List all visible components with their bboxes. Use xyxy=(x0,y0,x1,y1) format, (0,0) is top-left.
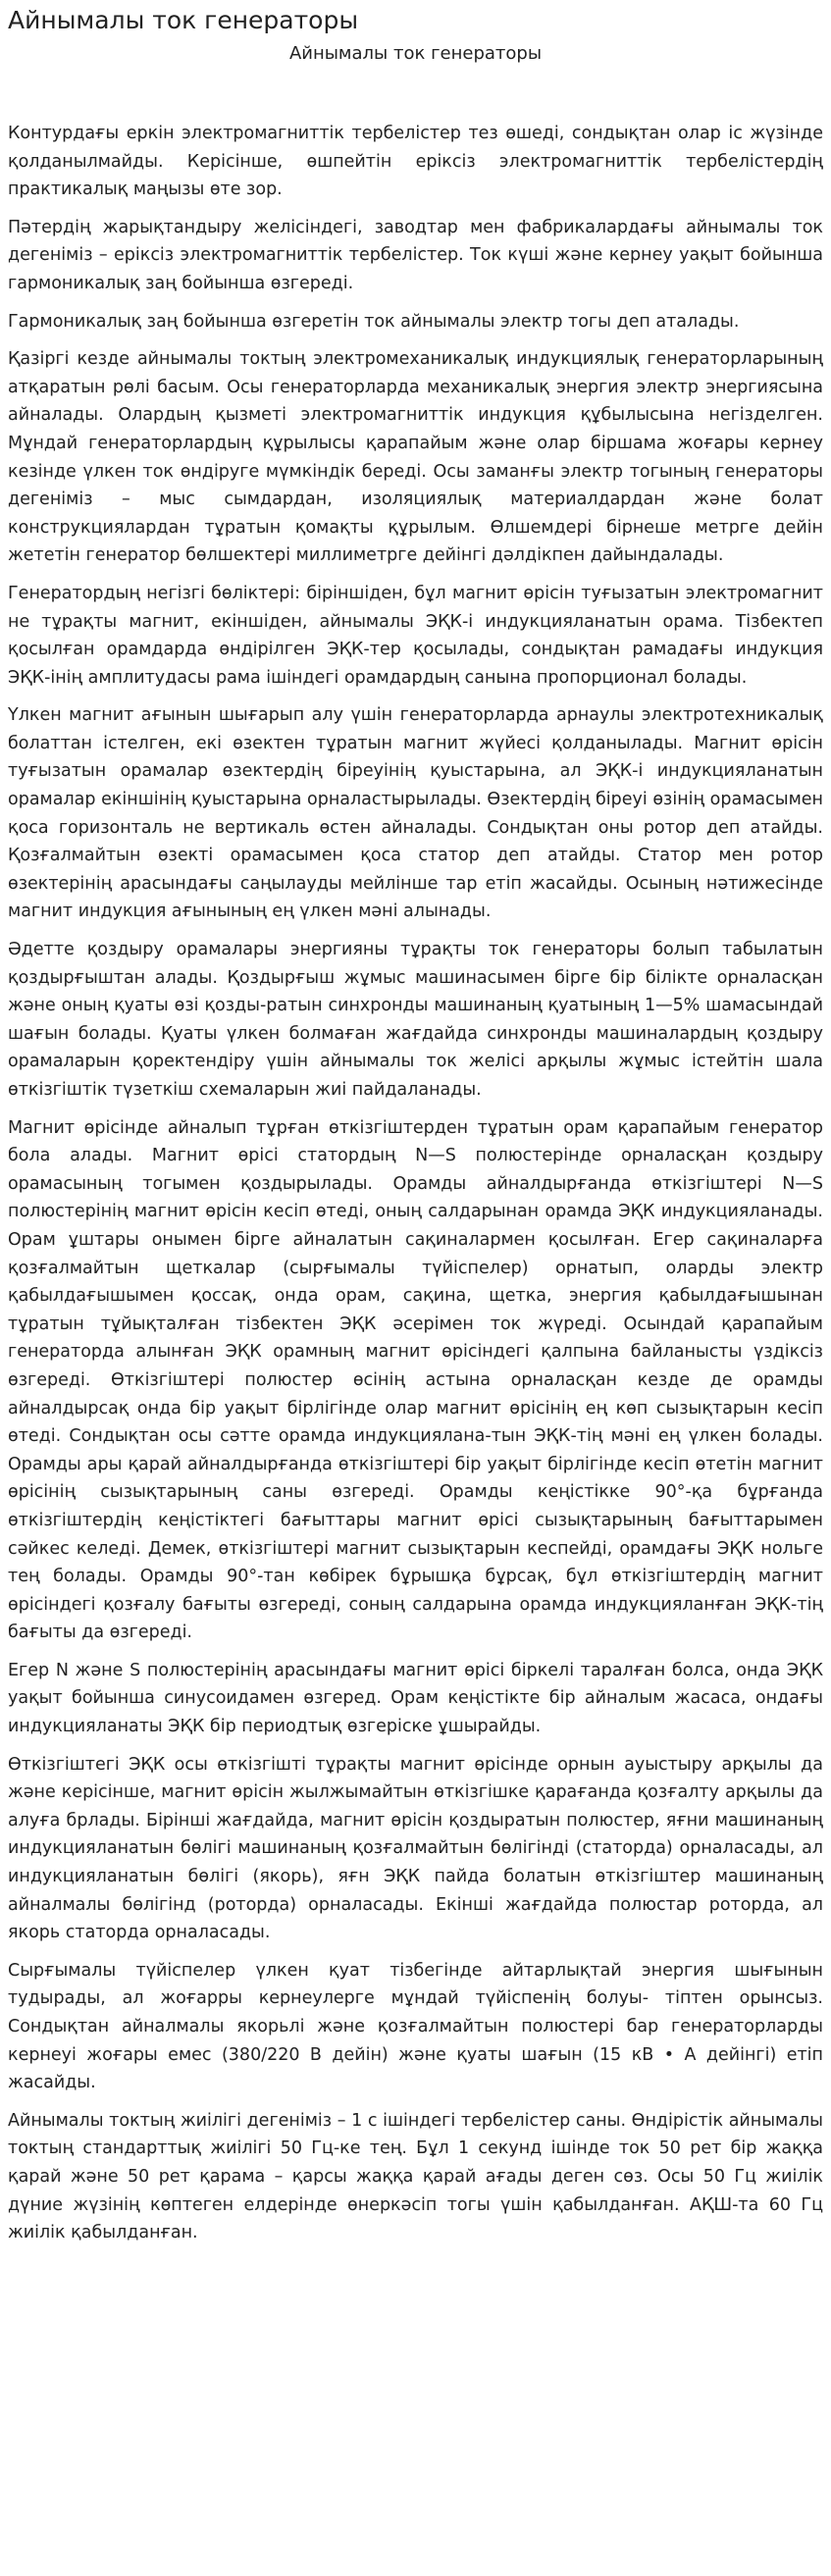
paragraph: Пәтердің жарықтандыру желісіндегі, заводтар мен фабрикалардағы айнымалы ток дегеніміз – еріксіз электромагниттік тербелістер. Ток күші және кернеу уақыт бойынша гармоникалық заң бойынша өзгереді. xyxy=(8,217,823,293)
paragraph: Сырғымалы түйіспелер үлкен қуат тізбегінде айтарлықтай энергия шығынын тудырады, ал жоғарры кернеулерге мұндай түйіспенің болуы- тіптен орынсыз. Сондықтан айналмалы якорьлі және қозғалмайтын полюстері бар генераторларды кернеуі жоғары емес (380/220 В дейін) және қуаты шағын (15 кВ • А дейінгі) етіп жасайды. xyxy=(8,1960,823,2093)
article-body xyxy=(8,120,823,2247)
page-heading: Айнымалы ток генераторы xyxy=(8,6,359,34)
paragraph: Өткізгіштегі ЭҚК осы өткізгішті тұрақты магнит өрісінде орнын ауыстыру арқылы да және керісінше, магнит өрісін жылжымайтын өткізгішке қарағанда қозғалту арқылы да алуға брлады. Бірінші жағдайда, магнит өрісін қоздыратын полюстер, яғни машинаның индукцияланатын бөлігі машинаның қозғалмайтын бөлігінді (статорда) орналасады, ал индукцияланатын бөлігі (якорь), яғн ЭҚК пайда болатын өткізгіштер машинаның айналмалы бөлігінд (роторда) орналасады. Екінші жағдайда полюстар роторда, ал якорь статорда орналасады. xyxy=(8,1754,823,1943)
paragraph: Үлкен магнит ағынын шығарып алу үшін генераторларда арнаулы электротехникалық болаттан істелген, екі өзектен тұратын магнит жүйесі қолданылады. Магнит өрісін туғызатын орамалар өзектердің біреуінің қуыстарына, ал ЭҚК-і индукцияланатын орамалар екіншінің қуыстарына орналастырылады. Өзектердің біреуі өзінің орамасымен қоса горизонталь не вертикаль өстен айналады. Сондықтан оны ротор деп атайды. Қозғалмайтын өзекті орамасымен қоса статор деп атайды. Статор мен ротор өзектерінің арасындағы саңылауды мейлінше тар етіп жасайды. Осының нәтижесінде магнит индукция ағынының ең үлкен мәні алынады. xyxy=(8,705,823,922)
paragraph: Қазіргі кезде айнымалы токтың электромеханикалық индукциялық генераторларының атқаратын рөлі басым. Осы генераторларда механикалық энергия электр энергиясына айналады. Олардың қызметі электромагниттік индукция құбылысына негізделген. Мұндай генераторлардың құрылысы қарапайым және олар біршама жоғары кернеу кезінде үлкен ток өндіруге мүмкіндік береді. Осы заманғы электр тогының генераторы дегеніміз – мыс сымдардан, изоляциялық материалдардан және болат конструкциялардан тұратын қомақты құрылым. Өлшемдері бірнеше метрге дейін жететін генератор бөлшектері миллиметрге дейінгі дәлдікпен дайындалады. xyxy=(8,349,823,566)
paragraph: Генератордың негізгі бөліктері: біріншіден, бұл магнит өрісін туғызатын электромагнит не тұрақты магнит, екіншіден, айнымалы ЭҚК-і индукцияланатын орама. Тізбектеп қосылған орамдарда өндірілген ЭҚК-тер қосылады, сондықтан рамадағы индукция ЭҚК-інің амплитудасы рама ішіндегі орамдардың санына пропорционал болады. xyxy=(8,583,823,688)
paragraph: Контурдағы еркін электромагниттік тербелістер тез өшеді, сондықтан олар іс жүзінде қолданылмайды. Керісінше, өшпейтін еріксіз электромагниттік тербелістердің практикалық маңызы өте зор. xyxy=(8,124,823,200)
paragraph: Әдетте қоздыру орамалары энергияны тұрақты ток генераторы болып табылатын қоздырғыштан алады. Қоздырғыш жұмыс машинасымен бірге бір білікте орналасқан және оның қуаты өзі қозды-ратын синхронды машинаның қуатының 1—5% шамасындай шағын болады. Қуаты үлкен болмаған жағдайда синхронды машиналардың қоздыру орамаларын қоректендіру үшін айнымалы ток желісі арқылы жұмыс істейтін шала өткізгіштік түзеткіш схемаларын жиі пайдаланады. xyxy=(8,940,823,1100)
paragraph: Гармоникалық заң бойынша өзгеретін ток айнымалы электр тогы деп аталады. xyxy=(8,311,740,332)
article-title: Айнымалы ток генераторы xyxy=(288,43,543,64)
paragraph: Магнит өрісінде айналып тұрған өткізгіштерден тұратын орам қарапайым генератор бола алады. Магнит өрісі статордың N—S полюстерінде орналасқан қоздыру орамасының тогымен қоздырылады. Орамды айналдырғанда өткізгіштері N—S полюстерінің магнит өрісін кесіп өтеді, оның салдарынан орамда ЭҚК индукцияланады. Орам ұштары онымен бірге айналатын сақиналармен қосылған. Егер сақиналарға қозғалмайтын щеткалар (сырғымалы түйіспелер) орнатып, оларды электр қабылдағышымен қоссақ, онда орам, сақина, щетка, энергия қабылдағышынан тұратын тұйықталған тізбектен ЭҚК әсерімен ток жүреді. Осындай қарапайым генераторда алынған ЭҚК орамның магнит өрісіндегі қалпына байланысты үздіксіз өзгереді. Өткізгіштері полюстер өсінің астына орналасқан кезде де орамды айналдырсақ онда бір уақыт бірлігінде олар магнит өрісінің ең көп сызықтарын кесіп өтеді. Сондықтан осы сәтте орамда индукциялана-тын ЭҚК-тің мәні ең үлкен болады. Орамды ары қарай айналдырғанда өткізгіштері бір уақыт бірлігінде кесіп өтетін магнит өрісінің сызықтарының саны өзгереді. Орамды кеңістікке 90°-қа бұрғанда өткізгіштердің кеңістіктегі бағыттары магнит өрісі сызықтарының бағыттарымен сәйкес келеді. Демек, өткізгіштері магнит сызықтарын кеспейді, орамдағы ЭҚК нольге тең болады. Орамды 90°-тан көбірек бұрышқа бұрсақ, бұл өткізгіштердің магнит өрісіндегі қозғалу бағыты өзгереді, соның салдарына орамда индукцияланған ЭҚК-тің бағыты да өзгереді. xyxy=(8,1117,823,1643)
paragraph: Егер N және S полюстерінің арасындағы магнит өрісі біркелі таралған болса, онда ЭҚК уақыт бойынша синусоидамен өзгеред. Орам кеңістікте бір айналым жасаса, ондағы индукцияланаты ЭҚК бір периодтық өзгеріске ұшырайды. xyxy=(8,1660,823,1737)
paragraph: Айнымалы токтың жиілігі дегеніміз – 1 с ішіндегі тербелістер саны. Өндірістік айнымалы токтың стандарттық жиілігі 50 Гц-ке тең. Бұл 1 секунд ішінде ток 50 рет бір жаққа қарай және 50 рет қарама – қарсы жаққа қарай ағады деген сөз. Осы 50 Гц жиілік дүние жүзінің көптеген елдерінде өнеркәсіп тогы үшін қабылданған. АҚШ-та 60 Гц жиілік қабылданған. xyxy=(8,2110,823,2243)
